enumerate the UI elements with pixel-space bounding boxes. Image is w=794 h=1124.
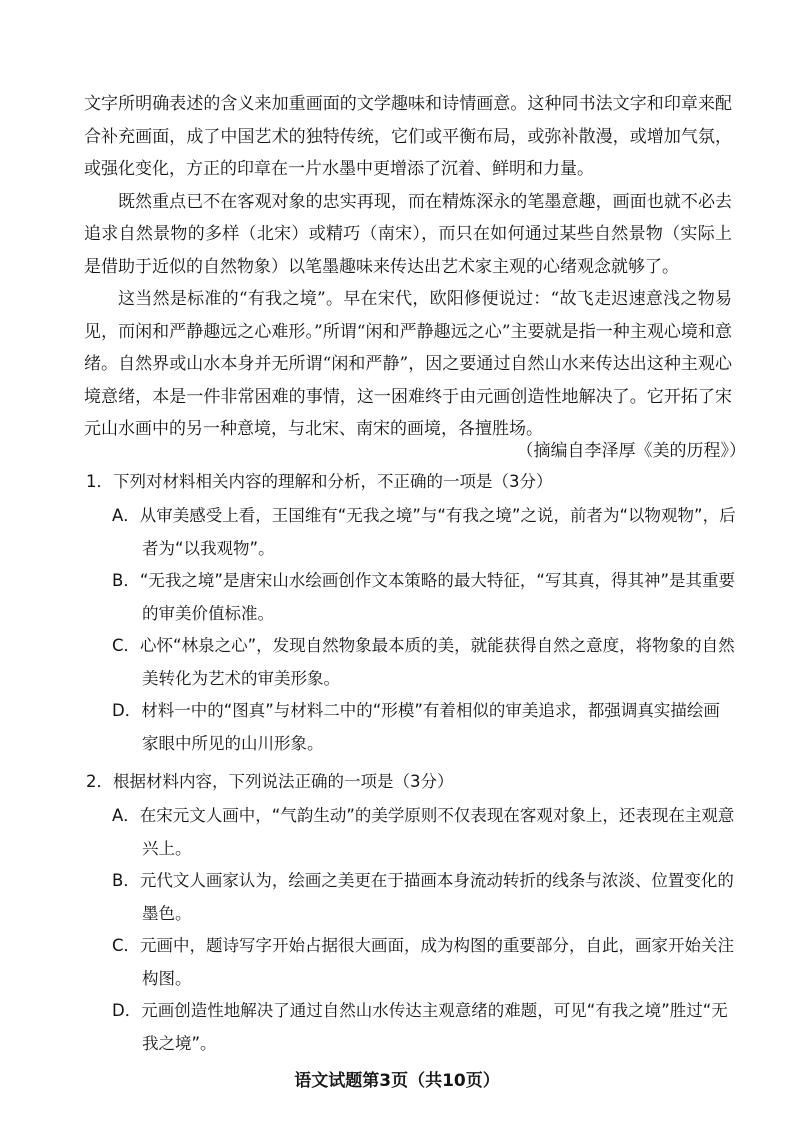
question-2-option-c: C．元画中，题诗写字开始占据很大画面，成为构图的重要部分，自此，画家开始关注构图。: [112, 936, 735, 988]
passage-source: （摘编自李泽厚《美的历程》）: [516, 441, 746, 461]
question-1-option-c: C．心怀“林泉之心”，发现自然物象最本质的美，就能获得自然之意度，将物象的自然美转化为艺术的审美形象。: [112, 636, 735, 688]
question-2-option-b: B．元代文人画家认为，绘画之美更在于描画本身流动转折的线条与浓淡、位置变化的墨色。: [112, 871, 734, 923]
passage-paragraph-3: 这当然是标准的“有我之境”。早在宋代，欧阳修便说过：“故飞走迟速意浅之物易见，而闲和严静趣远之心难形。”所谓“闲和严静趣远之心”主要就是指一种主观心境和意绪。自然界或山水本身并无所谓“闲和严静”，因之要通过自然山水来传达出这种主观心境意绪，本是一件非常困难的事情，这一困难终于由元画创造性地解决了。它开拓了宋元山水画中的另一种意境，与北宋、南宋的画境，各擅胜场。: [84, 289, 732, 439]
question-1: [86, 466, 736, 760]
question-2: [86, 766, 736, 1060]
passage-paragraph-1: 文字所明确表述的含义来加重画面的文学趣味和诗情画意。这种同书法文字和印章来配合补充画面，成了中国艺术的独特传统，它们或平衡布局，或弥补散漫，或增加气氛，或强化变化，方正的印章在一片水墨中更增添了沉着、鲜明和力量。: [84, 94, 732, 179]
question-1-option-a: A．从审美感受上看，王国维有“无我之境”与“有我之境”之说，前者为“以物观物”，后者为“以我观物”。: [112, 506, 736, 558]
question-list: [86, 466, 736, 1060]
question-2-option-d: D．元画创造性地解决了通过自然山水传达主观意绪的难题，可见“有我之境”胜过“无我之境”。: [112, 1001, 728, 1053]
question-1-option-b: B．“无我之境”是唐宋山水绘画创作文本策略的最大特征，“写其真，得其神”是其重要的审美价值标准。: [112, 571, 736, 623]
reading-passage: [84, 88, 732, 446]
question-1-stem: 1．下列对材料相关内容的理解和分析，不正确的一项是（3分）: [86, 472, 553, 491]
question-1-option-d: D．材料一中的“图真”与材料二中的“形模”有着相似的审美追求，都强调真实描绘画家眼中所见的山川形象。: [112, 701, 720, 753]
passage-paragraph-2: 既然重点已不在客观对象的忠实再现，而在精炼深永的笔墨意趣，画面也就不必去追求自然景物的多样（北宋）或精巧（南宋），而只在如何通过某些自然景物（实际上是借助于近似的自然物象）以笔墨趣味来传达出艺术家主观的心绪观念就够了。: [84, 191, 732, 277]
page-footer: 语文试题第3页（共10页）: [294, 1071, 500, 1091]
question-2-stem: 2．根据材料内容，下列说法正确的一项是（3分）: [86, 772, 454, 791]
question-2-option-a: A．在宋元文人画中，“气韵生动”的美学原则不仅表现在客观对象上，还表现在主观意兴上。: [112, 806, 735, 858]
